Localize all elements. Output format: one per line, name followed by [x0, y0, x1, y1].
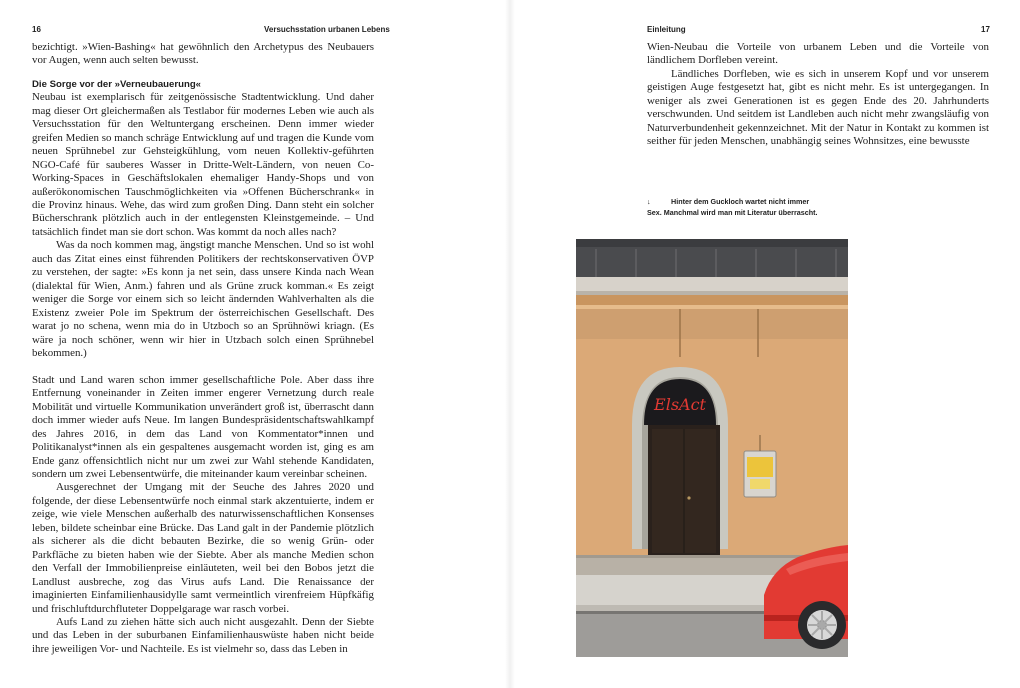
down-arrow-icon: ↓: [647, 197, 651, 206]
section-heading: Die Sorge vor der »Verneubauerung«: [32, 78, 202, 90]
photo-caption: [647, 196, 822, 218]
photo-doorway: [576, 239, 848, 657]
right-text-column: [647, 41, 989, 149]
door-sign-text: ElsAct: [654, 395, 706, 414]
opening-paragraph: bezichtigt. »Wien-Bashing« hat gewöhnlich den Archetypus des Neubauers vor Augen, wenn auch selten bewusst.: [32, 41, 374, 67]
left-running-head: Versuchsstation urbanen Lebens: [264, 25, 390, 34]
body-paragraph: Wien-Neubau die Vorteile von urbanem Leben und die Vorteile von ländlichem Dorfleben vereint.: [647, 41, 989, 67]
body-paragraph: Neubau ist exemplarisch für zeitgenössische Stadtentwicklung. Und daher mag dieser Ort gleichermaßen als Testlabor für modernes Leben wie auch als Versuchsstation für den Weltuntergang erscheinen. Denn immer wieder greifen Medien so manch schräge Entwicklung auf und tragen die Kunde vom neuen Sprühnebel zur Gehsteigkühlung, vom neuen Kollektiv-geführten NGO-Café für sauberes Wasser in Dritte-Welt-Ländern, von neuen Co-Working-Spaces in Geschäftslokalen ehemaliger Handy-Shops und von außerökonomischen Tauschmöglichkeiten via »Offenen Bücherschrank« in die Provinz hinaus. Wehe, das wird zum großen Ding. Dann steht ein solcher Bücherschrank plötzlich auch in der entlegensten Kleinstgemeinde. – Und tatsächlich findet man sie dort schon. Was kommt da noch alles nach?: [32, 91, 374, 238]
book-gutter: [505, 0, 515, 688]
left-page-number: 16: [32, 25, 41, 34]
body-paragraph: Was da noch kommen mag, ängstigt manche Menschen. Und so ist wohl auch das Zitat eines einst führenden Politikers der rechtskonservativen ÖVP zu verstehen, der sagte: »Es konn ja net sein, dass unsere Kinda nach Wean (dialektal für Wien, Anm.) fahren und als Grüne zruck komman.« Es zeigt weniger die Sorge vor einem sich so leicht ändernden Wahlverhalten als die Existenz zweier Pole im Spektrum der österreichischen Gesellschaft. Des warat jo no schena, wenn mia do in Utzboch so an Sprühnöwi kriagn. (Es wäre ja noch schöner, wenn wir hier in Utzbach solch einen Sprühnebel bekommen.): [32, 239, 374, 359]
body-paragraph: Aufs Land zu ziehen hätte sich auch nicht ausgezahlt. Denn der Siebte und das Leben in der suburbanen Einfamilienhauswüste haben nicht beide ihre jeweiligen Vor- und Nachteile. Es ist vielmehr so, dass das Leben in: [32, 616, 374, 655]
body-paragraph: Ländliches Dorfleben, wie es sich in unserem Kopf und vor unserem geistigen Auge festgesetzt hat, gibt es nicht mehr. Es ist untergegangen. In weniger als zwei Generationen ist es gegen Ende des 20. Jahrhunderts verschwunden. Und seitdem ist Landleben auch nicht mehr zwangsläufig von Naturverbundenheit gekennzeichnet. Mit der Natur in Kontakt zu kommen ist seither für jeden Menschen, unabhängig seines Wohnsitzes, eine bewusste: [647, 67, 989, 148]
body-paragraph: Stadt und Land waren schon immer gesellschaftliche Pole. Aber dass ihre Entfernung voneinander in Zeiten immer engerer Vernetzung durch reale Mobilität und virtuelle Kommunikation unverändert groß ist, überrascht dann doch immer wieder aufs Neue. Im langen Bundespräsidentschaftswahlkampf des Jahres 2016, in dem das Land von Kommentator*innen und Politikanalyst*innen als ein gespaltenes ausgemacht worden ist, ging es am Ende ganz offensichtlich nicht nur um zwei zur Wahl stehende Kandidaten, sondern um zwei Lebensentwürfe, die miteinander kaum vereinbar scheinen.: [32, 373, 374, 481]
body-paragraph: Ausgerechnet der Umgang mit der Seuche des Jahres 2020 und folgende, der diese Lebensentwürfe noch einmal stark akzentuierte, indem er zeige, wie viele Menschen außerhalb des naturwissenschaftlichen Konsenses leben, bildete scheinbar eine Brücke. Das Land galt in der Pandemie plötzlich als sicherer als die dicht bebauten Bezirke, die so wenig Grün- oder Parkfläche zu bieten haben wie der Siebte. Aber als manche Medien schon den Verfall der Immobilienpreise einläuteten, weil bei den Bobos jetzt die Landlust ausbreche, zog das Virus aufs Land. Die Renaissance der imaginierten Einfamilienhausidylle samt vermeintlich virenfreiem Hüpfkäfig und frischluftdurchfluteter Doppelgarage war rasch vorbei.: [32, 481, 374, 615]
caption-text: Hinter dem Guckloch wartet nicht immer Sex. Manchmal wird man mit Literatur überrascht.: [647, 197, 818, 217]
left-text-column: [32, 41, 374, 656]
right-running-head: Einleitung: [647, 25, 686, 34]
right-page-number: 17: [981, 25, 990, 34]
